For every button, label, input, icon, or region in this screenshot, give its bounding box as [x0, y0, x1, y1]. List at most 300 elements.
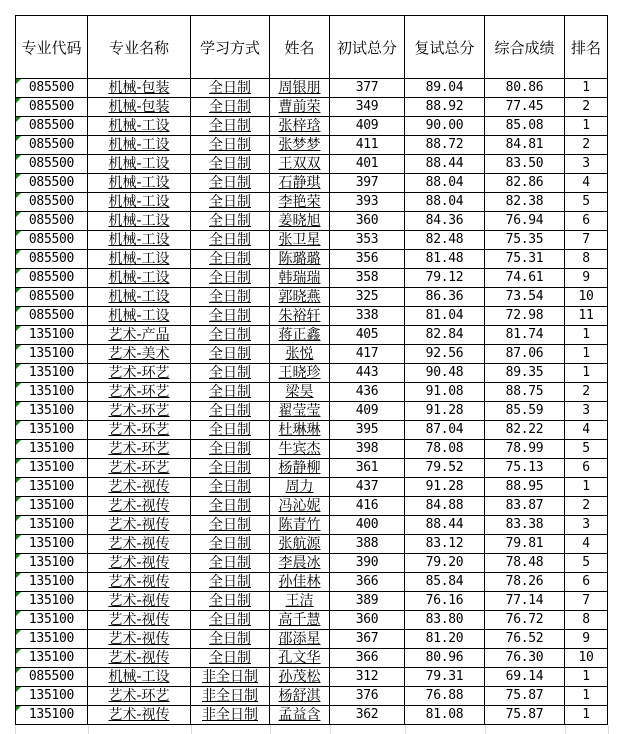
cell-major-name[interactable]: 艺术-环艺	[88, 687, 191, 706]
cell-study-mode[interactable]: 非全日制	[191, 706, 270, 725]
cell-rank[interactable]: 2	[565, 98, 608, 117]
cell-rank[interactable]: 6	[565, 212, 608, 231]
cell-overall-score[interactable]: 77.45	[485, 98, 565, 117]
cell-retest-score[interactable]: 79.52	[405, 459, 485, 478]
cell-retest-score[interactable]: 84.88	[405, 497, 485, 516]
cell-retest-score[interactable]: 91.08	[405, 383, 485, 402]
cell-student-name[interactable]: 杜琳琳	[270, 421, 330, 440]
cell-study-mode[interactable]: 全日制	[191, 592, 270, 611]
header-major-name[interactable]: 专业名称	[88, 16, 191, 79]
cell-major-name[interactable]: 机械-工设	[88, 269, 191, 288]
cell-overall-score[interactable]: 75.35	[485, 231, 565, 250]
cell-major-code[interactable]: 085500	[16, 668, 88, 687]
cell-major-name[interactable]: 艺术-视传	[88, 478, 191, 497]
cell-major-name[interactable]: 机械-工设	[88, 668, 191, 687]
cell-overall-score[interactable]: 89.35	[485, 364, 565, 383]
cell-major-code[interactable]: 135100	[16, 611, 88, 630]
cell-student-name[interactable]: 孔文华	[270, 649, 330, 668]
cell-student-name[interactable]: 张悦	[270, 345, 330, 364]
cell-major-code[interactable]: 135100	[16, 630, 88, 649]
cell-student-name[interactable]: 李艳荣	[270, 193, 330, 212]
cell-prelim-score[interactable]: 376	[330, 687, 405, 706]
table-row	[16, 155, 608, 174]
cell-major-code[interactable]: 135100	[16, 554, 88, 573]
cell-prelim-score[interactable]: 358	[330, 269, 405, 288]
cell-study-mode[interactable]: 全日制	[191, 307, 270, 326]
cell-rank[interactable]: 1	[565, 345, 608, 364]
cell-student-name[interactable]: 冯沁妮	[270, 497, 330, 516]
table-row	[16, 212, 608, 231]
cell-major-code[interactable]: 135100	[16, 478, 88, 497]
cell-rank[interactable]: 3	[565, 402, 608, 421]
cell-study-mode[interactable]: 全日制	[191, 497, 270, 516]
cell-study-mode[interactable]: 全日制	[191, 364, 270, 383]
cell-overall-score[interactable]: 88.75	[485, 383, 565, 402]
cell-study-mode[interactable]: 全日制	[191, 174, 270, 193]
cell-major-code[interactable]: 135100	[16, 421, 88, 440]
cell-prelim-score[interactable]: 349	[330, 98, 405, 117]
table-row	[16, 687, 608, 706]
table-row	[16, 554, 608, 573]
cell-major-code[interactable]: 135100	[16, 497, 88, 516]
cell-major-code[interactable]: 135100	[16, 383, 88, 402]
cell-retest-score[interactable]: 86.36	[405, 288, 485, 307]
cell-major-name[interactable]: 艺术-环艺	[88, 364, 191, 383]
cell-overall-score[interactable]: 78.48	[485, 554, 565, 573]
cell-retest-score[interactable]: 87.04	[405, 421, 485, 440]
table-row	[16, 250, 608, 269]
cell-prelim-score[interactable]: 416	[330, 497, 405, 516]
cell-study-mode[interactable]: 全日制	[191, 250, 270, 269]
table-row	[16, 668, 608, 687]
table-row	[16, 440, 608, 459]
cell-retest-score[interactable]: 81.20	[405, 630, 485, 649]
cell-major-code[interactable]: 135100	[16, 459, 88, 478]
cell-prelim-score[interactable]: 393	[330, 193, 405, 212]
cell-retest-score[interactable]: 83.12	[405, 535, 485, 554]
cell-major-code[interactable]: 135100	[16, 516, 88, 535]
cell-rank[interactable]: 9	[565, 269, 608, 288]
cell-major-name[interactable]: 艺术-视传	[88, 706, 191, 725]
cell-overall-score[interactable]: 78.99	[485, 440, 565, 459]
cell-major-code[interactable]: 085500	[16, 307, 88, 326]
cell-major-code[interactable]: 135100	[16, 345, 88, 364]
cell-retest-score[interactable]: 89.04	[405, 79, 485, 98]
cell-major-name[interactable]: 艺术-视传	[88, 497, 191, 516]
cell-major-name[interactable]: 艺术-视传	[88, 649, 191, 668]
cell-student-name[interactable]: 张梦梦	[270, 136, 330, 155]
cell-major-name[interactable]: 机械-包装	[88, 98, 191, 117]
cell-student-name[interactable]: 陈青竹	[270, 516, 330, 535]
cell-overall-score[interactable]: 83.87	[485, 497, 565, 516]
cell-prelim-score[interactable]: 338	[330, 307, 405, 326]
cell-prelim-score[interactable]: 417	[330, 345, 405, 364]
cell-student-name[interactable]: 张梓琀	[270, 117, 330, 136]
cell-major-name[interactable]: 艺术-视传	[88, 554, 191, 573]
cell-retest-score[interactable]: 84.36	[405, 212, 485, 231]
cell-study-mode[interactable]: 全日制	[191, 421, 270, 440]
cell-rank[interactable]: 9	[565, 630, 608, 649]
cell-study-mode[interactable]: 全日制	[191, 630, 270, 649]
cell-student-name[interactable]: 姜晓旭	[270, 212, 330, 231]
cell-rank[interactable]: 8	[565, 611, 608, 630]
cell-major-name[interactable]: 机械-工设	[88, 193, 191, 212]
cell-rank[interactable]: 11	[565, 307, 608, 326]
cell-study-mode[interactable]: 全日制	[191, 478, 270, 497]
cell-major-code[interactable]: 135100	[16, 402, 88, 421]
cell-overall-score[interactable]: 81.74	[485, 326, 565, 345]
cell-major-name[interactable]: 艺术-视传	[88, 630, 191, 649]
cell-rank[interactable]: 4	[565, 421, 608, 440]
cell-major-code[interactable]: 085500	[16, 288, 88, 307]
cell-study-mode[interactable]: 全日制	[191, 98, 270, 117]
cell-prelim-score[interactable]: 366	[330, 649, 405, 668]
cell-overall-score[interactable]: 69.14	[485, 668, 565, 687]
cell-rank[interactable]: 4	[565, 174, 608, 193]
cell-major-name[interactable]: 艺术-环艺	[88, 402, 191, 421]
cell-rank[interactable]: 7	[565, 592, 608, 611]
cell-retest-score[interactable]: 88.92	[405, 98, 485, 117]
cell-study-mode[interactable]: 全日制	[191, 402, 270, 421]
cell-major-code[interactable]: 135100	[16, 535, 88, 554]
cell-prelim-score[interactable]: 389	[330, 592, 405, 611]
cell-major-code[interactable]: 085500	[16, 136, 88, 155]
cell-major-code[interactable]: 135100	[16, 573, 88, 592]
cell-student-name[interactable]: 梁昊	[270, 383, 330, 402]
table-row	[16, 649, 608, 668]
header-prelim-score[interactable]: 初试总分	[330, 16, 405, 79]
cell-retest-score[interactable]: 88.44	[405, 155, 485, 174]
cell-prelim-score[interactable]: 437	[330, 478, 405, 497]
cell-study-mode[interactable]: 全日制	[191, 193, 270, 212]
table-row	[16, 174, 608, 193]
cell-study-mode[interactable]: 全日制	[191, 288, 270, 307]
cell-retest-score[interactable]: 79.20	[405, 554, 485, 573]
cell-major-code[interactable]: 085500	[16, 155, 88, 174]
cell-prelim-score[interactable]: 398	[330, 440, 405, 459]
cell-major-name[interactable]: 艺术-产品	[88, 326, 191, 345]
cell-rank[interactable]: 6	[565, 459, 608, 478]
cell-prelim-score[interactable]: 356	[330, 250, 405, 269]
cell-prelim-score[interactable]: 361	[330, 459, 405, 478]
cell-overall-score[interactable]: 83.38	[485, 516, 565, 535]
cell-student-name[interactable]: 杨舒淇	[270, 687, 330, 706]
cell-student-name[interactable]: 郭晓燕	[270, 288, 330, 307]
cell-retest-score[interactable]: 88.04	[405, 174, 485, 193]
cell-prelim-score[interactable]: 405	[330, 326, 405, 345]
cell-major-name[interactable]: 机械-包装	[88, 79, 191, 98]
cell-retest-score[interactable]: 76.16	[405, 592, 485, 611]
cell-major-name[interactable]: 机械-工设	[88, 250, 191, 269]
table-row	[16, 364, 608, 383]
cell-rank[interactable]: 1	[565, 326, 608, 345]
cell-overall-score[interactable]: 77.14	[485, 592, 565, 611]
table-row	[16, 611, 608, 630]
cell-prelim-score[interactable]: 390	[330, 554, 405, 573]
cell-major-code[interactable]: 085500	[16, 174, 88, 193]
cell-study-mode[interactable]: 全日制	[191, 516, 270, 535]
cell-retest-score[interactable]: 82.48	[405, 231, 485, 250]
header-retest-score[interactable]: 复试总分	[405, 16, 485, 79]
cell-overall-score[interactable]: 76.94	[485, 212, 565, 231]
cell-prelim-score[interactable]: 367	[330, 630, 405, 649]
cell-rank[interactable]: 5	[565, 193, 608, 212]
header-rank[interactable]: 排名	[565, 16, 608, 79]
cell-rank[interactable]: 5	[565, 440, 608, 459]
cell-prelim-score[interactable]: 400	[330, 516, 405, 535]
cell-retest-score[interactable]: 79.12	[405, 269, 485, 288]
cell-major-code[interactable]: 135100	[16, 649, 88, 668]
cell-overall-score[interactable]: 76.52	[485, 630, 565, 649]
cell-student-name[interactable]: 牛宾杰	[270, 440, 330, 459]
cell-major-name[interactable]: 艺术-环艺	[88, 440, 191, 459]
cell-prelim-score[interactable]: 377	[330, 79, 405, 98]
cell-overall-score[interactable]: 73.54	[485, 288, 565, 307]
cell-major-code[interactable]: 085500	[16, 212, 88, 231]
cell-rank[interactable]: 1	[565, 706, 608, 725]
cell-prelim-score[interactable]: 325	[330, 288, 405, 307]
cell-overall-score[interactable]: 87.06	[485, 345, 565, 364]
table-row	[16, 193, 608, 212]
cell-major-name[interactable]: 艺术-视传	[88, 573, 191, 592]
cell-prelim-score[interactable]: 388	[330, 535, 405, 554]
cell-retest-score[interactable]: 88.72	[405, 136, 485, 155]
cell-prelim-score[interactable]: 443	[330, 364, 405, 383]
header-study-mode[interactable]: 学习方式	[191, 16, 270, 79]
cell-overall-score[interactable]: 76.30	[485, 649, 565, 668]
cell-rank[interactable]: 1	[565, 117, 608, 136]
cell-major-code[interactable]: 085500	[16, 250, 88, 269]
cell-retest-score[interactable]: 79.31	[405, 668, 485, 687]
cell-prelim-score[interactable]: 397	[330, 174, 405, 193]
cell-overall-score[interactable]: 74.61	[485, 269, 565, 288]
cell-prelim-score[interactable]: 362	[330, 706, 405, 725]
cell-student-name[interactable]: 孟益含	[270, 706, 330, 725]
cell-rank[interactable]: 10	[565, 649, 608, 668]
cell-major-name[interactable]: 艺术-视传	[88, 516, 191, 535]
cell-major-code[interactable]: 085500	[16, 231, 88, 250]
cell-study-mode[interactable]: 全日制	[191, 611, 270, 630]
score-table	[15, 15, 608, 725]
cell-study-mode[interactable]: 全日制	[191, 79, 270, 98]
cell-student-name[interactable]: 邵添星	[270, 630, 330, 649]
cell-major-code[interactable]: 135100	[16, 440, 88, 459]
cell-retest-score[interactable]: 81.48	[405, 250, 485, 269]
cell-major-code[interactable]: 135100	[16, 687, 88, 706]
cell-major-code[interactable]: 085500	[16, 117, 88, 136]
cell-study-mode[interactable]: 全日制	[191, 231, 270, 250]
cell-student-name[interactable]: 孙佳林	[270, 573, 330, 592]
cell-rank[interactable]: 4	[565, 535, 608, 554]
cell-prelim-score[interactable]: 409	[330, 117, 405, 136]
cell-major-name[interactable]: 艺术-视传	[88, 592, 191, 611]
cell-retest-score[interactable]: 80.96	[405, 649, 485, 668]
cell-study-mode[interactable]: 全日制	[191, 573, 270, 592]
cell-student-name[interactable]: 周力	[270, 478, 330, 497]
cell-student-name[interactable]: 王洁	[270, 592, 330, 611]
table-row	[16, 592, 608, 611]
cell-overall-score[interactable]: 72.98	[485, 307, 565, 326]
cell-rank[interactable]: 1	[565, 478, 608, 497]
cell-student-name[interactable]: 翟莹莹	[270, 402, 330, 421]
cell-prelim-score[interactable]: 395	[330, 421, 405, 440]
cell-retest-score[interactable]: 83.80	[405, 611, 485, 630]
cell-student-name[interactable]: 曹前荣	[270, 98, 330, 117]
cell-major-name[interactable]: 艺术-美术	[88, 345, 191, 364]
cell-study-mode[interactable]: 全日制	[191, 649, 270, 668]
cell-major-name[interactable]: 艺术-环艺	[88, 383, 191, 402]
cell-rank[interactable]: 1	[565, 364, 608, 383]
cell-study-mode[interactable]: 全日制	[191, 326, 270, 345]
header-student-name[interactable]: 姓名	[270, 16, 330, 79]
cell-major-name[interactable]: 机械-工设	[88, 288, 191, 307]
cell-major-code[interactable]: 085500	[16, 193, 88, 212]
cell-rank[interactable]: 8	[565, 250, 608, 269]
cell-study-mode[interactable]: 非全日制	[191, 687, 270, 706]
cell-retest-score[interactable]: 90.48	[405, 364, 485, 383]
cell-overall-score[interactable]: 75.87	[485, 687, 565, 706]
cell-overall-score[interactable]: 79.81	[485, 535, 565, 554]
cell-overall-score[interactable]: 82.22	[485, 421, 565, 440]
cell-major-code[interactable]: 135100	[16, 706, 88, 725]
cell-student-name[interactable]: 张卫星	[270, 231, 330, 250]
cell-major-code[interactable]: 085500	[16, 269, 88, 288]
cell-prelim-score[interactable]: 401	[330, 155, 405, 174]
header-overall-score[interactable]: 综合成绩	[485, 16, 565, 79]
table-row	[16, 421, 608, 440]
cell-major-name[interactable]: 机械-工设	[88, 231, 191, 250]
cell-student-name[interactable]: 朱裕轩	[270, 307, 330, 326]
cell-major-name[interactable]: 艺术-视传	[88, 611, 191, 630]
cell-overall-score[interactable]: 82.86	[485, 174, 565, 193]
cell-rank[interactable]: 1	[565, 79, 608, 98]
cell-study-mode[interactable]: 全日制	[191, 155, 270, 174]
cell-retest-score[interactable]: 78.08	[405, 440, 485, 459]
cell-overall-score[interactable]: 75.87	[485, 706, 565, 725]
cell-rank[interactable]: 7	[565, 231, 608, 250]
cell-prelim-score[interactable]: 353	[330, 231, 405, 250]
cell-student-name[interactable]: 蒋正鑫	[270, 326, 330, 345]
cell-major-name[interactable]: 机械-工设	[88, 136, 191, 155]
cell-overall-score[interactable]: 78.26	[485, 573, 565, 592]
cell-student-name[interactable]: 李晨冰	[270, 554, 330, 573]
table-row	[16, 231, 608, 250]
cell-major-code[interactable]: 135100	[16, 364, 88, 383]
cell-study-mode[interactable]: 全日制	[191, 535, 270, 554]
cell-major-name[interactable]: 艺术-视传	[88, 535, 191, 554]
cell-study-mode[interactable]: 全日制	[191, 136, 270, 155]
cell-overall-score[interactable]: 75.13	[485, 459, 565, 478]
cell-rank[interactable]: 5	[565, 554, 608, 573]
cell-student-name[interactable]: 韩瑞瑞	[270, 269, 330, 288]
cell-retest-score[interactable]: 76.88	[405, 687, 485, 706]
cell-student-name[interactable]: 周银朋	[270, 79, 330, 98]
cell-student-name[interactable]: 石静琪	[270, 174, 330, 193]
cell-student-name[interactable]: 张航源	[270, 535, 330, 554]
cell-overall-score[interactable]: 85.59	[485, 402, 565, 421]
cell-retest-score[interactable]: 81.08	[405, 706, 485, 725]
cell-overall-score[interactable]: 83.50	[485, 155, 565, 174]
cell-major-name[interactable]: 机械-工设	[88, 212, 191, 231]
cell-study-mode[interactable]: 全日制	[191, 212, 270, 231]
header-major-code[interactable]: 专业代码	[16, 16, 88, 79]
cell-retest-score[interactable]: 85.84	[405, 573, 485, 592]
cell-rank[interactable]: 3	[565, 155, 608, 174]
cell-overall-score[interactable]: 75.31	[485, 250, 565, 269]
cell-rank[interactable]: 2	[565, 136, 608, 155]
cell-major-code[interactable]: 135100	[16, 592, 88, 611]
cell-prelim-score[interactable]: 411	[330, 136, 405, 155]
cell-rank[interactable]: 1	[565, 687, 608, 706]
cell-overall-score[interactable]: 82.38	[485, 193, 565, 212]
cell-study-mode[interactable]: 非全日制	[191, 668, 270, 687]
cell-overall-score[interactable]: 84.81	[485, 136, 565, 155]
cell-prelim-score[interactable]: 366	[330, 573, 405, 592]
table-row	[16, 535, 608, 554]
cell-major-name[interactable]: 机械-工设	[88, 117, 191, 136]
cell-prelim-score[interactable]: 409	[330, 402, 405, 421]
cell-overall-score[interactable]: 80.86	[485, 79, 565, 98]
cell-student-name[interactable]: 杨静柳	[270, 459, 330, 478]
cell-retest-score[interactable]: 91.28	[405, 478, 485, 497]
cell-rank[interactable]: 2	[565, 497, 608, 516]
cell-prelim-score[interactable]: 436	[330, 383, 405, 402]
table-row	[16, 630, 608, 649]
cell-retest-score[interactable]: 88.44	[405, 516, 485, 535]
cell-student-name[interactable]: 高千慧	[270, 611, 330, 630]
cell-retest-score[interactable]: 88.04	[405, 193, 485, 212]
table-row	[16, 326, 608, 345]
cell-student-name[interactable]: 王晓珍	[270, 364, 330, 383]
cell-major-name[interactable]: 机械-工设	[88, 155, 191, 174]
cell-major-code[interactable]: 135100	[16, 326, 88, 345]
cell-student-name[interactable]: 陈璐璐	[270, 250, 330, 269]
cell-study-mode[interactable]: 全日制	[191, 440, 270, 459]
cell-major-code[interactable]: 085500	[16, 79, 88, 98]
cell-overall-score[interactable]: 85.08	[485, 117, 565, 136]
cell-retest-score[interactable]: 82.84	[405, 326, 485, 345]
cell-student-name[interactable]: 王双双	[270, 155, 330, 174]
cell-overall-score[interactable]: 76.72	[485, 611, 565, 630]
table-row	[16, 402, 608, 421]
cell-study-mode[interactable]: 全日制	[191, 459, 270, 478]
cell-major-name[interactable]: 艺术-环艺	[88, 459, 191, 478]
cell-overall-score[interactable]: 88.95	[485, 478, 565, 497]
cell-retest-score[interactable]: 91.28	[405, 402, 485, 421]
cell-study-mode[interactable]: 全日制	[191, 117, 270, 136]
cell-rank[interactable]: 1	[565, 668, 608, 687]
cell-prelim-score[interactable]: 360	[330, 611, 405, 630]
cell-major-code[interactable]: 085500	[16, 98, 88, 117]
cell-rank[interactable]: 6	[565, 573, 608, 592]
cell-prelim-score[interactable]: 360	[330, 212, 405, 231]
cell-study-mode[interactable]: 全日制	[191, 554, 270, 573]
cell-rank[interactable]: 10	[565, 288, 608, 307]
cell-student-name[interactable]: 孙茂松	[270, 668, 330, 687]
cell-major-name[interactable]: 机械-工设	[88, 307, 191, 326]
cell-retest-score[interactable]: 81.04	[405, 307, 485, 326]
cell-study-mode[interactable]: 全日制	[191, 345, 270, 364]
cell-retest-score[interactable]: 92.56	[405, 345, 485, 364]
cell-rank[interactable]: 3	[565, 516, 608, 535]
cell-major-name[interactable]: 艺术-环艺	[88, 421, 191, 440]
cell-major-name[interactable]: 机械-工设	[88, 174, 191, 193]
cell-prelim-score[interactable]: 312	[330, 668, 405, 687]
cell-retest-score[interactable]: 90.00	[405, 117, 485, 136]
cell-study-mode[interactable]: 全日制	[191, 269, 270, 288]
cell-rank[interactable]: 2	[565, 383, 608, 402]
cell-study-mode[interactable]: 全日制	[191, 383, 270, 402]
